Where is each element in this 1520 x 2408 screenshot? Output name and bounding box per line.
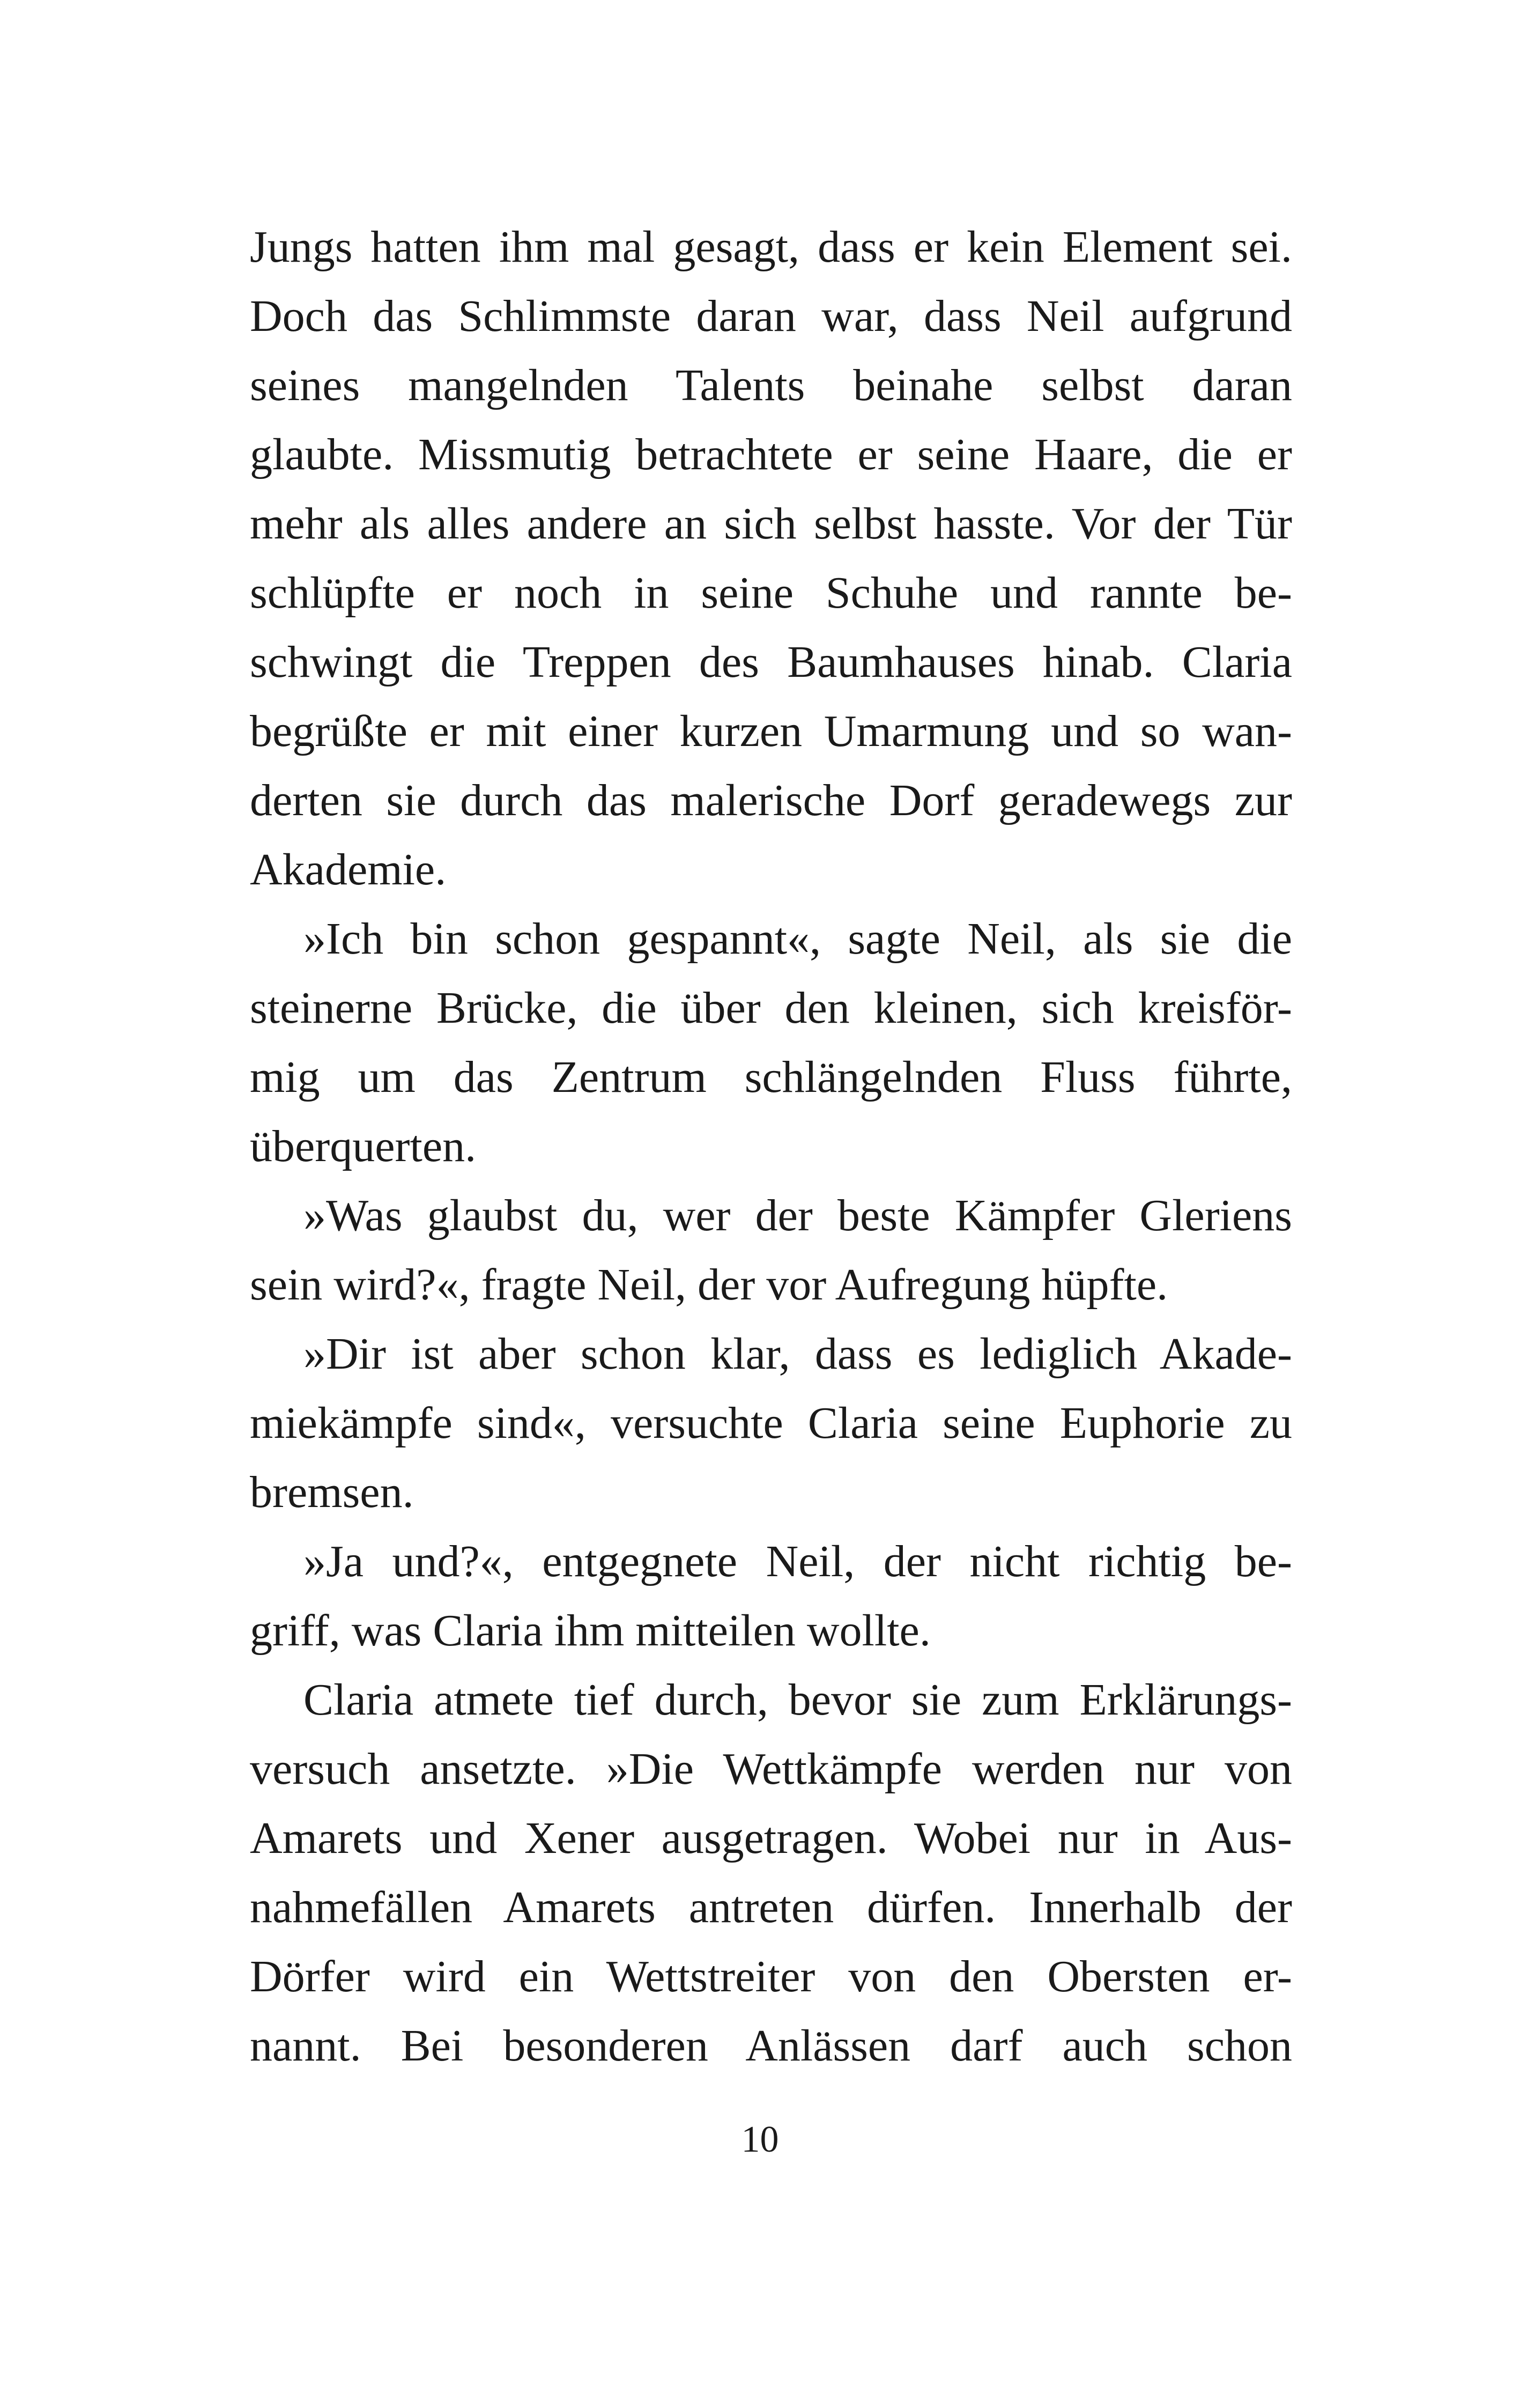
text-line: Akademie. [250, 845, 447, 895]
text-line: nahmefällen Amarets antreten dürfen. Innerhalb der [250, 1882, 1292, 1932]
text-line: »Ja und?«, entgegnete Neil, der nicht richtig be- [303, 1537, 1292, 1586]
text-line: Claria atmete tief durch, bevor sie zum Erklärungs- [303, 1675, 1292, 1725]
text-line: glaubte. Missmutig betrachtete er seine Haare, die er [250, 430, 1292, 479]
text-line: »Ich bin schon gespannt«, sagte Neil, als sie die [303, 914, 1292, 964]
text-line: mehr als alles andere an sich selbst hasste. Vor der Tür [250, 499, 1292, 549]
text-line: begrüßte er mit einer kurzen Umarmung und so wan- [250, 706, 1292, 756]
text-line: bremsen. [250, 1467, 414, 1517]
text-line: Dörfer wird ein Wettstreiter von den Obersten er- [250, 1952, 1292, 2001]
text-line: versuch ansetzte. »Die Wettkämpfe werden nur von [250, 1744, 1292, 1794]
text-line: seines mangelnden Talents beinahe selbst daran [250, 360, 1292, 410]
text-line: miekämpfe sind«, versuchte Claria seine Euphorie zu [250, 1398, 1292, 1448]
text-line: steinerne Brücke, die über den kleinen, sich kreisför- [250, 983, 1292, 1033]
text-line: nannt. Bei besonderen Anlässen darf auch schon [250, 2021, 1292, 2071]
text-line: überquerten. [250, 1121, 477, 1171]
text-line: Amarets und Xener ausgetragen. Wobei nur in Aus- [250, 1813, 1292, 1863]
text-line: Jungs hatten ihm mal gesagt, dass er kein Element sei. [250, 222, 1292, 272]
text-line: sein wird?«, fragte Neil, der vor Aufregung hüpfte. [250, 1260, 1168, 1310]
page-number: 10 [741, 2119, 779, 2160]
text-line: schlüpfte er noch in seine Schuhe und rannte be- [250, 568, 1292, 618]
body-text [250, 212, 1292, 2080]
text-line: »Dir ist aber schon klar, dass es lediglich Akade- [303, 1329, 1292, 1379]
text-line: mig um das Zentrum schlängelnden Fluss führte, [250, 1052, 1292, 1102]
text-line: schwingt die Treppen des Baumhauses hinab. Claria [250, 637, 1292, 687]
text-line: derten sie durch das malerische Dorf geradewegs zur [250, 775, 1292, 825]
text-line: Doch das Schlimmste daran war, dass Neil aufgrund [250, 291, 1292, 341]
text-line: griff, was Claria ihm mitteilen wollte. [250, 1606, 931, 1656]
text-line: »Was glaubst du, wer der beste Kämpfer Gleriens [303, 1191, 1292, 1240]
